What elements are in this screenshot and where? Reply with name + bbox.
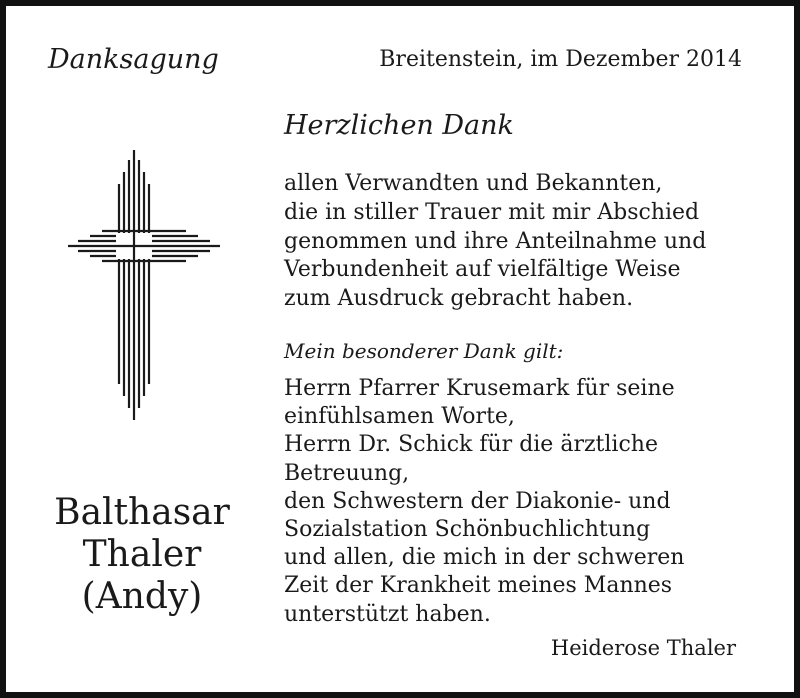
deceased-first-name: Balthasar — [54, 492, 230, 533]
special-thanks-line: Herrn Dr. Schick für die ärztliche — [284, 432, 658, 458]
special-thanks-line: und allen, die mich in der schweren — [284, 545, 685, 571]
paragraph-line: die in stiller Trauer mit mir Abschied — [284, 199, 700, 225]
paragraph-line: Verbundenheit auf vielfältige Weise — [284, 257, 681, 283]
special-thanks-line: Sozialstation Schönbuchlichtung — [284, 517, 651, 543]
notice-title: Danksagung — [48, 44, 219, 75]
special-thanks-line: den Schwestern der Diakonie- und — [284, 488, 671, 514]
deceased-last-name: Thaler — [82, 534, 202, 575]
paragraph-line: allen Verwandten und Bekannten, — [284, 171, 663, 196]
special-thanks-line: Zeit der Krankheit meines Mannes — [284, 573, 673, 599]
special-thanks-line: unterstützt haben. — [284, 601, 491, 627]
paragraph-line: zum Ausdruck gebracht haben. — [284, 286, 634, 312]
place-date: Breitenstein, im Dezember 2014 — [379, 47, 742, 72]
special-thanks-list — [284, 375, 684, 629]
thanks-paragraph — [284, 170, 706, 314]
deceased-nickname: (Andy) — [81, 576, 203, 617]
cross-icon — [68, 150, 228, 430]
signature: Heiderose Thaler — [550, 636, 736, 660]
thanks-heading: Herzlichen Dank — [284, 110, 514, 141]
paragraph-line: genommen und ihre Anteilnahme und — [284, 228, 707, 254]
special-thanks-line: einfühlsamen Worte, — [284, 404, 515, 430]
special-thanks-line: Herrn Pfarrer Krusemark für seine — [284, 376, 675, 401]
special-thanks-heading: Mein besonderer Dank gilt: — [284, 339, 564, 363]
deceased-name — [42, 492, 242, 618]
special-thanks-line: Betreuung, — [284, 460, 410, 486]
